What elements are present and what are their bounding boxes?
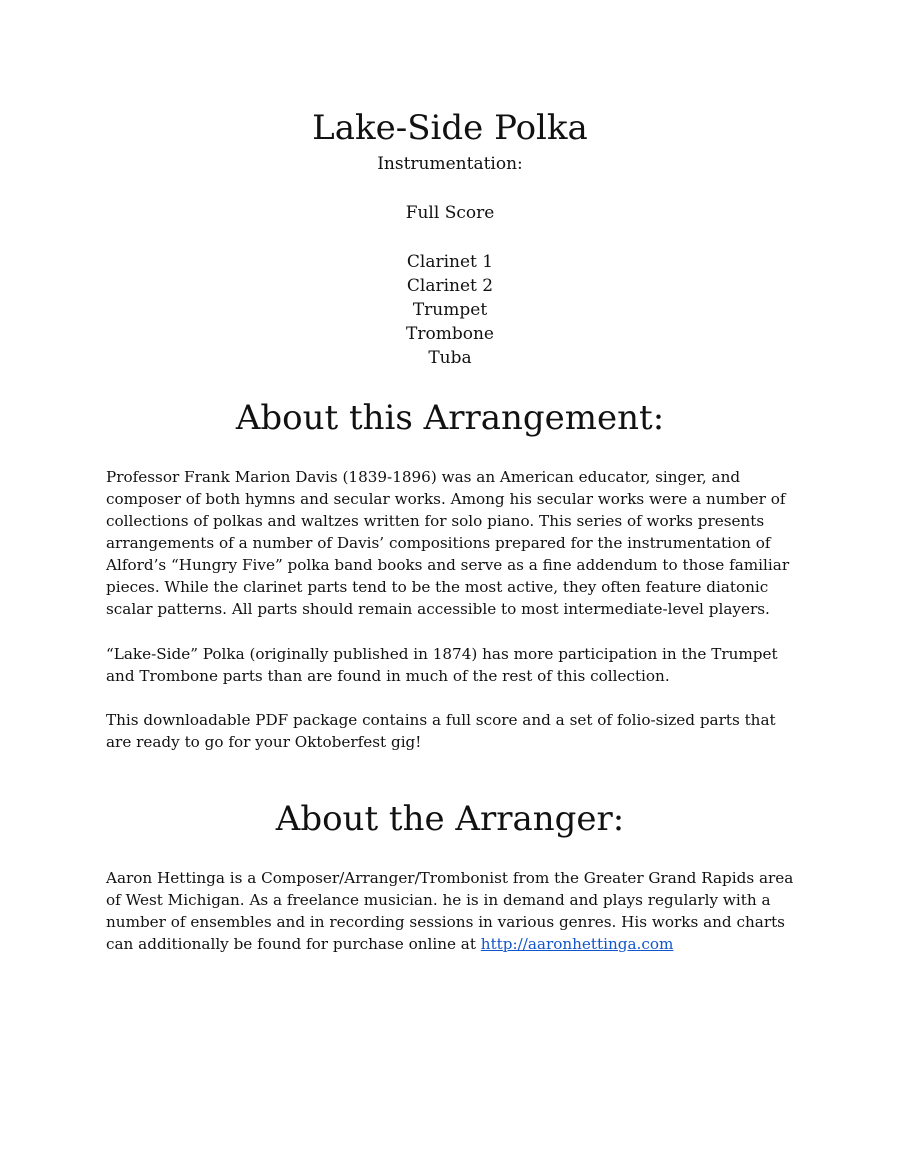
- arranger-website-link[interactable]: http://aaronhettinga.com: [480, 935, 674, 953]
- part-item-clarinet-1: Clarinet 1: [406, 252, 494, 272]
- instrumentation-label: Instrumentation:: [377, 154, 523, 174]
- part-item-clarinet-2: Clarinet 2: [406, 276, 494, 296]
- about-arrangement-heading: About this Arrangement:: [235, 398, 665, 438]
- document-title: Lake-Side Polka: [312, 108, 588, 148]
- arranger-bio-text: Aaron Hettinga is a Composer/Arranger/Trombonist from the Greater Grand Rapids area of West Michigan. As a freelance musician. he is in demand and plays regularly with a number of ensembles and in recording sessions in various genres. His works and charts can additionally be found for purchase online at: [106, 869, 794, 953]
- part-item-trumpet: Trumpet: [412, 300, 488, 320]
- arrangement-paragraph-lake-side: “Lake-Side” Polka (originally published in 1874) has more participation in the Trumpet and Trombone parts than are found in much of the rest of this collection.: [106, 645, 778, 685]
- full-score-label: Full Score: [405, 203, 495, 223]
- part-item-tuba: Tuba: [428, 348, 472, 368]
- parts-list: [0, 250, 900, 370]
- arrangement-paragraph-history: Professor Frank Marion Davis (1839-1896) was an American educator, singer, and composer of both hymns and secular works. Among his secular works were a number of collections of polkas and waltzes written for solo piano. This series of works presents arrangements of a number of Davis’ compositions prepared for the instrumentation of Alford’s “Hungry Five” polka band books and serve as a fine addendum to those familiar pieces. While the clarinet parts tend to be the most active, they often feature diatonic scalar patterns. All parts should remain accessible to most intermediate-level players.: [106, 468, 790, 618]
- arranger-bio-paragraph: [106, 867, 796, 955]
- part-item-trombone: Trombone: [406, 324, 494, 344]
- arrangement-paragraph-package: This downloadable PDF package contains a full score and a set of folio-sized parts that are ready to go for your Oktoberfest gig!: [106, 711, 776, 751]
- about-arranger-heading: About the Arranger:: [275, 799, 625, 839]
